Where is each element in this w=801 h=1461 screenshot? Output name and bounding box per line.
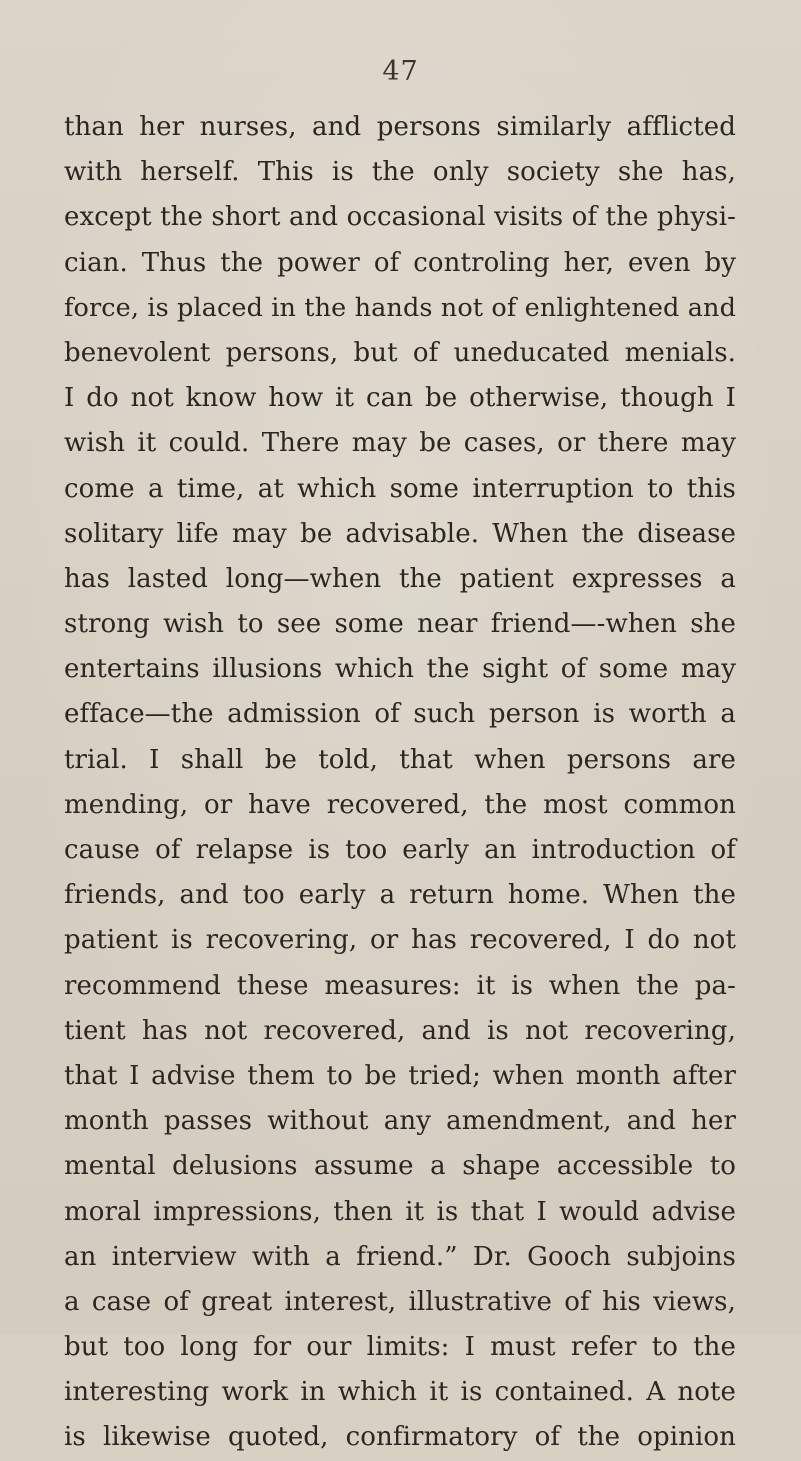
text-line: except the short and occasional visits of the physi-	[64, 202, 736, 233]
text-line: strong wish to see some near friend—-when she	[64, 609, 736, 640]
text-line: month passes without any amendment, and her	[64, 1106, 736, 1137]
text-line: cian. Thus the power of controling her, even by	[64, 247, 736, 278]
text-line: that I advise them to be tried; when month after	[64, 1060, 736, 1091]
text-line: recommend these measures: it is when the pa-	[64, 970, 736, 1001]
text-line: patient is recovering, or has recovered, I do not	[64, 925, 736, 956]
text-line: friends, and too early a return home. When the	[64, 880, 736, 911]
text-line: cause of relapse is too early an introduction of	[64, 835, 736, 865]
text-line: wish it could. There may be cases, or there may	[64, 428, 736, 459]
text-line: I do not know how it can be otherwise, though I	[64, 383, 736, 414]
text-line: entertains illusions which the sight of some may	[64, 654, 736, 685]
text-line: but too long for our limits: I must refer to the	[64, 1332, 736, 1363]
text-line: interesting work in which it is contained. A note	[64, 1377, 736, 1408]
body-text	[64, 105, 736, 1461]
text-line: come a time, at which some interruption to this	[64, 473, 736, 504]
text-line: an interview with a friend.” Dr. Gooch subjoins	[64, 1241, 736, 1272]
text-line: is likewise quoted, confirmatory of the opinion	[64, 1422, 736, 1453]
page-number: 47	[382, 56, 419, 87]
text-line: than her nurses, and persons similarly afflicted	[64, 112, 736, 142]
text-line: tient has not recovered, and is not recovering,	[64, 1015, 736, 1046]
text-line: trial. I shall be told, that when persons are	[64, 744, 736, 775]
text-line: moral impressions, then it is that I would advise	[64, 1196, 736, 1227]
text-line: mending, or have recovered, the most common	[64, 789, 736, 820]
text-line: a case of great interest, illustrative of his views,	[64, 1286, 736, 1317]
text-line: mental delusions assume a shape accessible to	[64, 1151, 736, 1182]
text-line: solitary life may be advisable. When the disease	[64, 518, 736, 549]
text-line: force, is placed in the hands not of enlightened and	[64, 292, 736, 323]
text-line: benevolent persons, but of uneducated menials.	[64, 337, 736, 368]
text-line: with herself. This is the only society she has,	[64, 157, 736, 188]
text-line: has lasted long—when the patient expresses a	[64, 563, 736, 594]
text-line: efface—the admission of such person is worth a	[64, 699, 736, 730]
